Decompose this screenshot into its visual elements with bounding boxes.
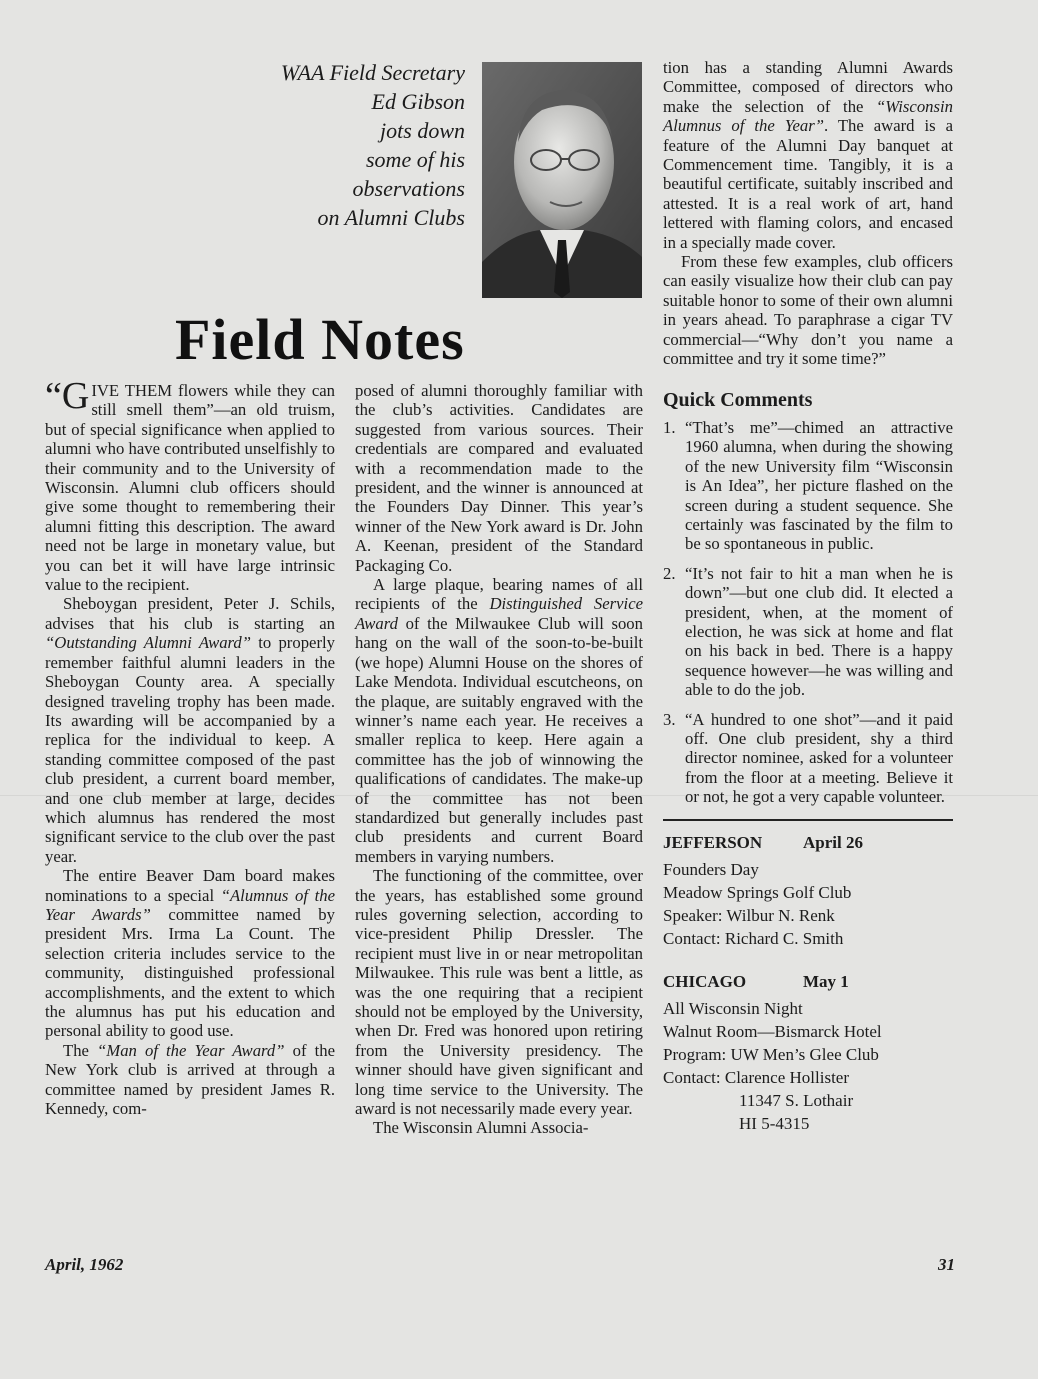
event-line: Contact: Clarence Hollister <box>663 1067 849 1087</box>
event-line: 11347 S. Lothair <box>739 1090 854 1110</box>
quick-comment-item <box>663 710 953 807</box>
item-number: 2. <box>663 563 676 583</box>
portrait-photo <box>482 62 642 298</box>
event-city: CHICAGO <box>663 971 747 991</box>
article-column-3 <box>663 58 953 1135</box>
quick-comments-heading: Quick Comments <box>663 388 813 411</box>
event-line: Walnut Room—Bismarck Hotel <box>663 1021 882 1041</box>
quick-comment-item <box>663 564 953 700</box>
drop-cap: “G <box>45 375 90 417</box>
event-header <box>663 831 953 854</box>
event-jefferson <box>663 831 953 950</box>
paragraph: The entire Beaver Dam board makes nominations to a special “Alumnus of the Year Awards” committee named by president Mrs. Irma La Count. The selection criteria includes service to the community, distinguished professional accomplishments, and the extent to which the alumnus has put his education and personal ability to good use. <box>45 866 335 1041</box>
event-line: Speaker: Wilbur N. Renk <box>663 905 835 925</box>
paragraph: A large plaque, bearing names of all recipients of the Distinguished Service Award of the Milwaukee Club will soon hang on the wall of the soon-to-be-built (we hope) Alumni House on the shores of Lake Mendota. Individual escutcheons, on the plaque, are suitably engraved with the winner’s name each year. He receives a smaller replica to keep. Here again a committee has the job of winnowing the qualifications of candidates. The make-up of the committee has not been standardized but generally includes past club presidents and current Board members in varying numbers. <box>355 575 644 866</box>
article-column-2 <box>355 381 643 1138</box>
caption-line: observations <box>352 176 465 201</box>
paragraph: Sheboygan president, Peter J. Schils, advises that his club is starting an “Outstanding Alumni Award” to properly remember faithful alumni leaders in the Sheboygan County area. A specially designed traveling trophy has been made. Its awarding will be accompanied by a replica for the individual to keep. A standing committee composed of the past club president, a current board member, and one club member at large, decides which alumnus has rendered the most significant service to the club over the past year. <box>45 594 335 866</box>
event-line: Founders Day <box>663 859 759 879</box>
photo-caption <box>200 58 465 232</box>
event-city: JEFFERSON <box>663 832 763 852</box>
paragraph: The functioning of the committee, over the years, has established some ground rules governing selection, according to vice-president Philip Dressler. The recipient must live in or near metropolitan Milwaukee. This rule was bent a little, as was the one requiring that a recipient should not be employed by the University, when Dr. Fred was honored upon retiring from the University presidency. The winner should have given significant and long time service to the University. The award is not necessarily made every year. <box>355 866 643 1119</box>
item-number: 3. <box>663 709 676 729</box>
caption-line: on Alumni Clubs <box>317 205 465 230</box>
event-line: Contact: Richard C. Smith <box>663 928 844 948</box>
article-column-1 <box>45 375 335 1119</box>
issue-date: April, 1962 <box>45 1255 124 1274</box>
event-date: May 1 <box>803 971 849 991</box>
paragraph: posed of alumni thoroughly familiar with the club’s activities. Candidates are suggested from various sources. Their credentials are compared and evaluated with a recommendation made to the president, and the winner is announced at the Founders Day Dinner. This year’s winner of the New York award is Dr. John A. Keenan, president of the Standard Packaging Co. <box>355 381 643 575</box>
caption-line: Ed Gibson <box>371 89 465 114</box>
item-text: “It’s not fair to hit a man when he is down”—but one club did. It elected a president, when, at the moment of election, he was sick at home and flat on his back in bed. There is a happy sequence however—he was willing and able to do the job. <box>685 563 953 700</box>
event-line: All Wisconsin Night <box>663 998 803 1018</box>
item-text: “That’s me”—chimed an attractive 1960 alumna, when during the showing of the new University film “Wisconsin is An Idea”, her picture flashed on the screen during a student sequence. She certainly was fascinated by the film to be so spontaneous in public. <box>685 417 953 554</box>
quick-comment-item <box>663 418 953 554</box>
item-text: “A hundred to one shot”—and it paid off. One club president, shy a third director nominee, asked for a volunteer from the floor at a meeting. Believe it or not, he got a very capable volunteer. <box>685 709 953 807</box>
event-line: HI 5-4315 <box>739 1113 810 1133</box>
event-date: April 26 <box>803 832 863 852</box>
paragraph: The “Man of the Year Award” of the New York club is arrived at through a committee named by president James R. Kennedy, com- <box>45 1040 335 1119</box>
caption-line: WAA Field Secretary <box>280 60 465 85</box>
item-number: 1. <box>663 417 676 437</box>
page-number: 31 <box>938 1255 955 1274</box>
paragraph: The Wisconsin Alumni Associa- <box>373 1118 589 1138</box>
event-line: Program: UW Men’s Glee Club <box>663 1044 879 1064</box>
paragraph: tion has a standing Alumni Awards Committee, composed of directors who make the selection of the “Wisconsin Alumnus of the Year”. The award is a feature of the Alumni Day banquet at Commencement time. Tangibly, it is a beautiful certificate, suitably inscribed and attested. It is a real work of art, hand lettered with flaming colors, and encased in a specially made cover. <box>663 58 954 252</box>
paragraph: From these few examples, club officers can easily visualize how their club can pay suitable honor to some of their own alumni in years ahead. To paraphrase a cigar TV commercial—“Why don’t you name a committee and try it some time?” <box>663 252 953 369</box>
page-title: Field Notes <box>175 307 465 372</box>
caption-line: jots down <box>380 118 465 143</box>
paragraph: “GIVE THEM flowers while they can still smell them”—an old truism, but of special significance when applied to alumni who have contributed unselfishly to their community and to the University of Wisconsin. Alumni club officers should give some thought to remembering their alumni fitting this description. The award need not be large in monetary value, but you can bet it will have large intrinsic value to the recipient. <box>45 375 335 595</box>
caption-line: some of his <box>366 147 465 172</box>
section-divider <box>663 819 953 821</box>
event-chicago <box>663 970 953 1135</box>
event-header <box>663 970 953 993</box>
event-line: Meadow Springs Golf Club <box>663 882 852 902</box>
